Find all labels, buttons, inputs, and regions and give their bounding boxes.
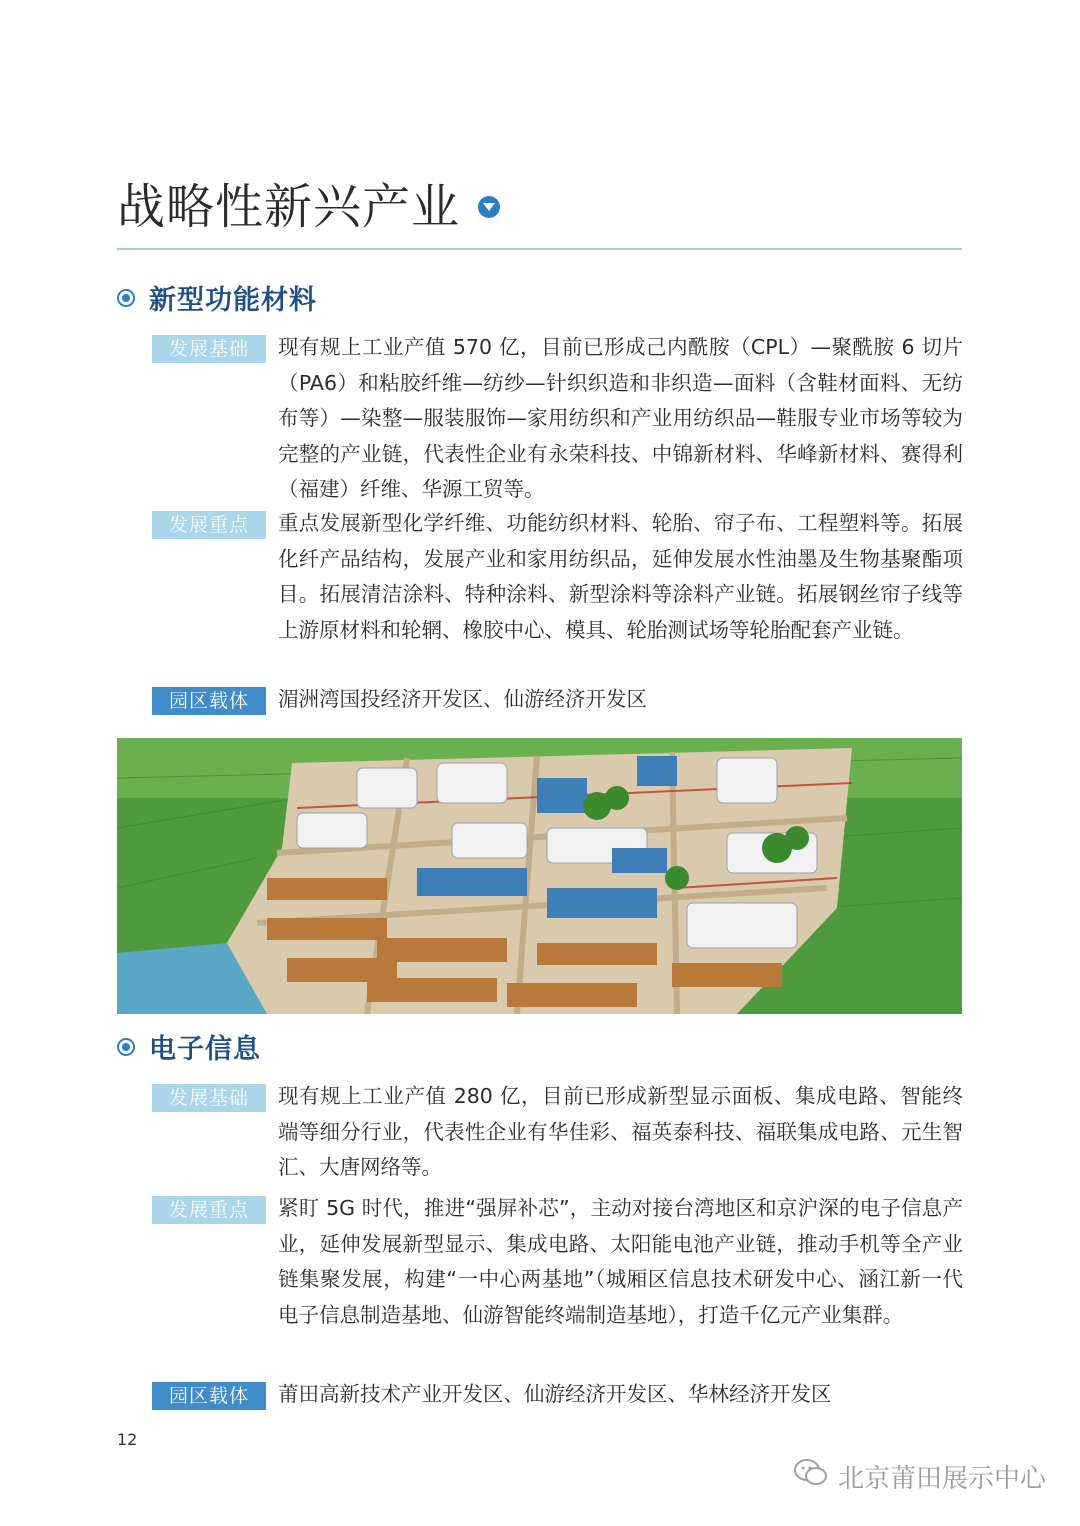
electronics-basis-text: 现有规上工业产值 280 亿，目前已形成新型显示面板、集成电路、智能终端等细分行业，代表性企业有华佳彩、福英泰科技、福联集成电路、元生智汇、大唐网络等。 <box>278 1084 963 1179</box>
title-divider <box>117 248 962 250</box>
wechat-icon <box>794 1458 828 1495</box>
materials-parks-text: 湄洲湾国投经济开发区、仙游经济开发区 <box>278 687 647 711</box>
materials-focus-text: 重点发展新型化学纤维、功能纺织材料、轮胎、帘子布、工程塑料等。拓展化纤产品结构，发展产业和家用纺织品，延伸发展水性油墨及生物基聚酯项目。拓展清洁涂料、特种涂料、新型涂料等涂料产业链。拓展钢丝帘子线等上游原材料和轮辋、橡胶中心、模具、轮胎测试场等轮胎配套产业链。 <box>278 511 963 642</box>
target-circle-icon <box>117 289 135 307</box>
page-title <box>117 168 500 237</box>
tag-parks: 园区载体 <box>152 687 266 715</box>
target-circle-icon <box>117 1038 135 1056</box>
electronics-parks-text: 莆田高新技术产业开发区、仙游经济开发区、华林经济开发区 <box>278 1382 832 1406</box>
page-number: 12 <box>117 1430 138 1449</box>
industrial-park-illustration <box>117 738 962 1014</box>
materials-basis-text: 现有规上工业产值 570 亿，目前已形成己内酰胺（CPL）—聚酰胺 6 切片（PA6）和粘胶纤维—纺纱—针织织造和非织造—面料（含鞋材面料、无纺布等）—染整—服装服饰—家用纺织和产业用纺织品—鞋服专业市场等较为完整的产业链，代表性企业有永荣科技、中锦新材料、华峰新材料、赛得利（福建）纤维、华源工贸等。 <box>278 335 963 501</box>
section-heading-electronics <box>117 1027 261 1066</box>
page-title-text: 战略性新兴产业 <box>117 179 461 235</box>
watermark <box>794 1458 1046 1495</box>
section-heading-text: 新型功能材料 <box>149 285 317 316</box>
section-heading-materials <box>117 278 317 317</box>
tag-focus: 发展重点 <box>152 511 266 539</box>
section-heading-text: 电子信息 <box>149 1034 261 1065</box>
tag-basis: 发展基础 <box>152 335 266 363</box>
tag-basis: 发展基础 <box>152 1084 266 1112</box>
electronics-focus-text: 紧盯 5G 时代，推进“强屏补芯”，主动对接台湾地区和京沪深的电子信息产业，延伸发展新型显示、集成电路、太阳能电池产业链，推动手机等全产业链集聚发展，构建“一中心两基地”（城厢区信息技术研发中心、涵江新一代电子信息制造基地、仙游智能终端制造基地），打造千亿元产业集群。 <box>278 1196 963 1327</box>
tag-focus: 发展重点 <box>152 1196 266 1224</box>
down-triangle-circle-icon <box>478 196 500 218</box>
watermark-text: 北京莆田展示中心 <box>837 1464 1046 1494</box>
tag-parks: 园区载体 <box>152 1382 266 1410</box>
